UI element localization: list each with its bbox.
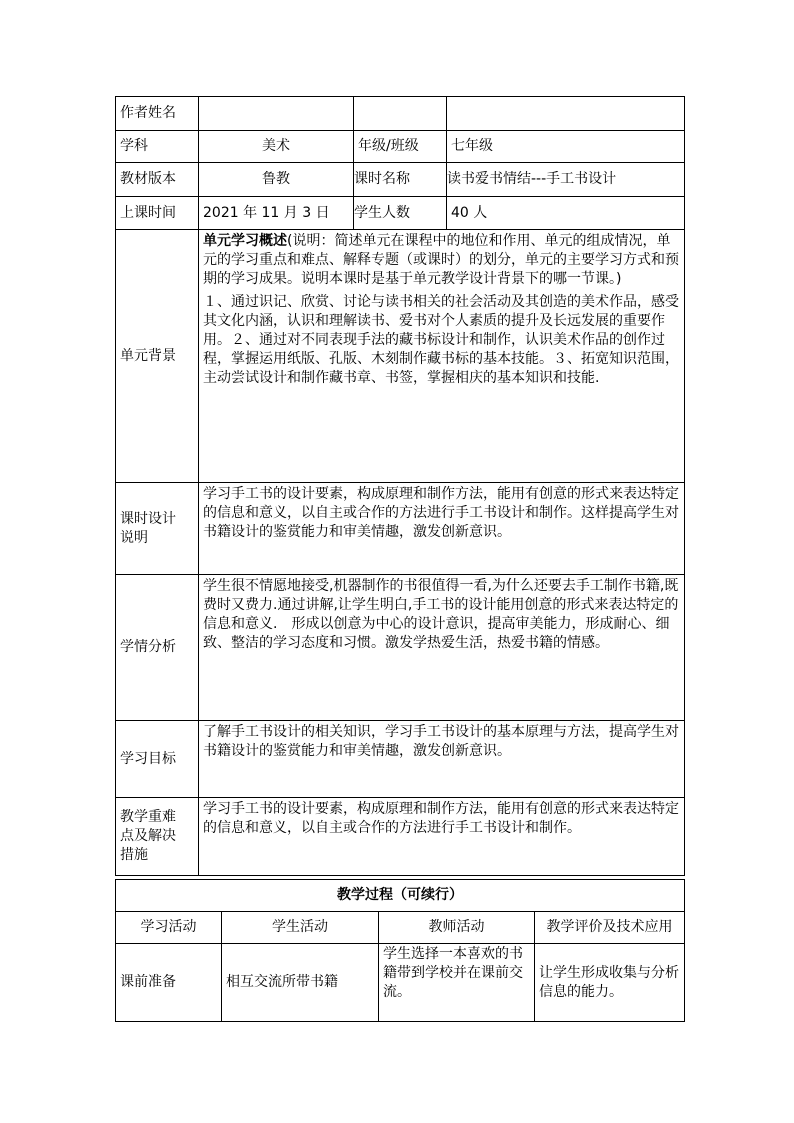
learning-goals-content: 了解手工书设计的相关知识，学习手工书设计的基本原理与方法，提高学生对书籍设计的鉴赏能力和审美情趣，激发创新意识。 [199, 721, 685, 798]
key-points-label-line-1: 教学重难 [120, 809, 176, 825]
key-points-label [116, 798, 199, 876]
row-learning-activity: 课前准备 [116, 944, 222, 1022]
key-points-label-line-2: 点及解决 [120, 828, 176, 844]
lesson-design-content: 学习手工书的设计要素，构成原理和制作方法，能用有创意的形式来表达特定的信息和意义，以自主或合作的方法进行手工书设计和制作。这样提高学生对书籍设计的鉴赏能力和审美情趣，激发创新意识。 [199, 483, 685, 575]
learning-goals-label: 学习目标 [116, 721, 199, 798]
date-label: 上课时间 [116, 197, 199, 230]
teaching-process-table [115, 879, 685, 1022]
lesson-name-value: 读书爱书情结---手工书设计 [447, 163, 685, 197]
author-value [199, 97, 354, 131]
lesson-design-label [116, 483, 199, 575]
date-value: 2021 年 11 月 3 日 [199, 197, 354, 230]
teaching-process-title: 教学过程（可续行） [116, 880, 685, 912]
unit-overview-paragraph [203, 232, 680, 289]
student-analysis-content: 学生很不情愿地接受,机器制作的书很值得一看,为什么还要去手工制作书籍,既费时又费力.通过讲解,让学生明白,手工书的设计能用创意的形式来表达特定的信息和意义. 形成以创意为中心的设计意识，提高审美能力，形成耐心、细致、整洁的学习态度和习惯。激发学热爱生活，热爱书籍的情感。 [199, 575, 685, 721]
key-points-content: 学习手工书的设计要素，构成原理和制作方法，能用有创意的形式来表达特定的信息和意义，以自主或合作的方法进行手工书设计和制作。 [199, 798, 685, 876]
row-student-activity: 相互交流所带书籍 [222, 944, 379, 1022]
textbook-label: 教材版本 [116, 163, 199, 197]
author-label: 作者姓名 [116, 97, 199, 131]
header-evaluation-technology: 教学评价及技术应用 [535, 912, 685, 944]
unit-overview-title: 单元学习概述 [203, 233, 287, 249]
subject-label: 学科 [116, 131, 199, 163]
header-learning-activity: 学习活动 [116, 912, 222, 944]
key-points-label-line-3: 措施 [120, 847, 148, 863]
header-teacher-activity: 教师活动 [379, 912, 535, 944]
students-value: 40 人 [447, 197, 685, 230]
grade-label: 年级/班级 [354, 131, 447, 163]
subject-value: 美术 [199, 131, 354, 163]
student-analysis-label: 学情分析 [116, 575, 199, 721]
row-evaluation-technology: 让学生形成收集与分析信息的能力。 [535, 944, 685, 1022]
unit-overview-desc: (说明：简述单元在课程中的地位和作用、单元的组成情况，单元的学习重点和难点、解释专题（或课时）的划分，单元的主要学习方式和预期的学习成果。说明本课时是基于单元教学设计背景下的哪一节课。) [203, 233, 679, 287]
lesson-design-label-line-1: 课时设计 [120, 510, 176, 527]
unit-background-text: １、通过识记、欣赏、讨论与读书相关的社会活动及其创造的美术作品，感受其文化内涵，认识和理解读书、爱书对个人素质的提升及长远发展的重要作用。２、通过对不同表现手法的藏书标设计和制作，认识美术作品的创作过程，掌握运用纸版、孔版、木刻制作藏书标的基本技能。３、拓宽知识范围，主动尝试设计和制作藏书章、书签，掌握相庆的基本知识和技能. [203, 294, 679, 386]
unit-background-label: 单元背景 [116, 230, 199, 483]
author-empty-cell-1 [354, 97, 447, 131]
lesson-name-label: 课时名称 [354, 163, 447, 197]
lesson-info-table [115, 96, 685, 876]
author-empty-cell-2 [447, 97, 685, 131]
textbook-value: 鲁教 [199, 163, 354, 197]
header-student-activity: 学生活动 [222, 912, 379, 944]
lesson-design-label-line-2: 说明 [120, 529, 148, 546]
students-label: 学生人数 [354, 197, 447, 230]
grade-value: 七年级 [447, 131, 685, 163]
row-teacher-activity: 学生选择一本喜欢的书籍带到学校并在课前交流。 [379, 944, 535, 1022]
unit-background-content [199, 230, 685, 483]
table-row [116, 944, 685, 1022]
